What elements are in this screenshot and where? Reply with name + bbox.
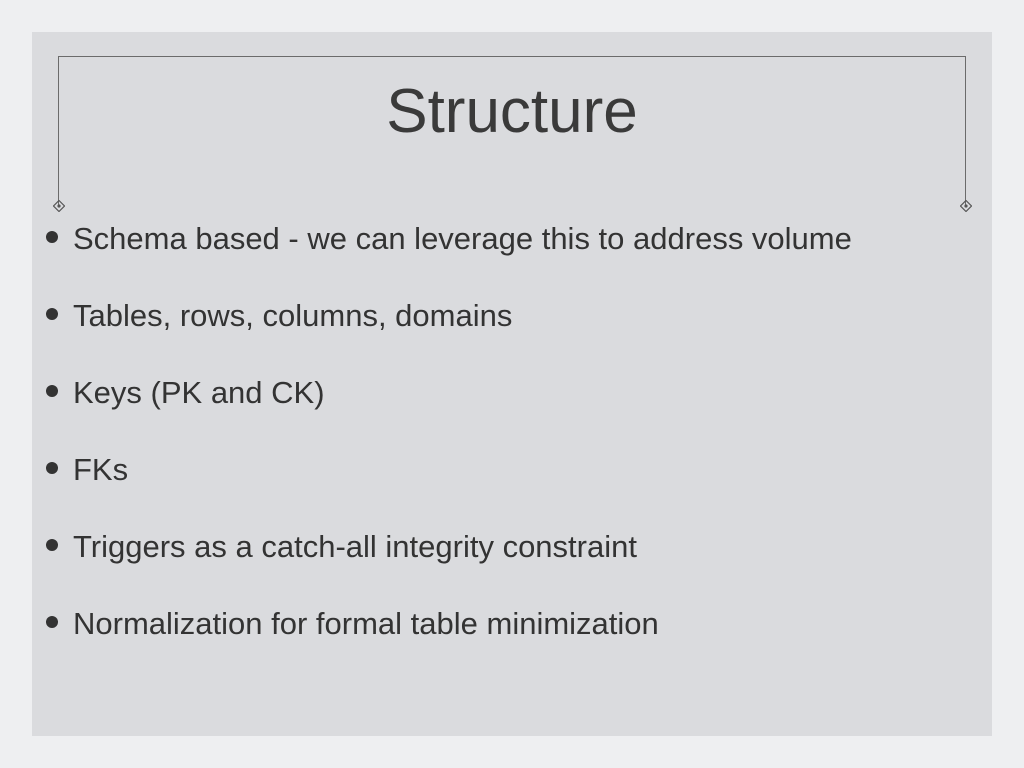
bullet-list xyxy=(44,218,852,680)
bullet-dot-icon xyxy=(46,385,58,397)
bullet-item xyxy=(44,449,852,526)
bullet-text: Keys (PK and CK) xyxy=(73,375,325,410)
bullet-dot-icon xyxy=(46,231,58,243)
diamond-ornament-icon xyxy=(53,200,65,212)
bullet-text: Normalization for formal table minimization xyxy=(73,606,659,641)
bullet-item xyxy=(44,526,852,603)
bullet-dot-icon xyxy=(46,616,58,628)
diamond-ornament-icon xyxy=(960,200,972,212)
bullet-text: Schema based - we can leverage this to address volume xyxy=(73,221,852,256)
bullet-dot-icon xyxy=(46,462,58,474)
bullet-item xyxy=(44,218,852,295)
bullet-text: Triggers as a catch-all integrity constraint xyxy=(73,529,637,564)
bullet-item xyxy=(44,603,852,680)
bullet-dot-icon xyxy=(46,539,58,551)
bullet-dot-icon xyxy=(46,308,58,320)
bullet-item xyxy=(44,295,852,372)
bullet-text: Tables, rows, columns, domains xyxy=(73,298,513,333)
bullet-item xyxy=(44,372,852,449)
bullet-text: FKs xyxy=(73,452,129,487)
slide-title: Structure xyxy=(386,77,638,146)
